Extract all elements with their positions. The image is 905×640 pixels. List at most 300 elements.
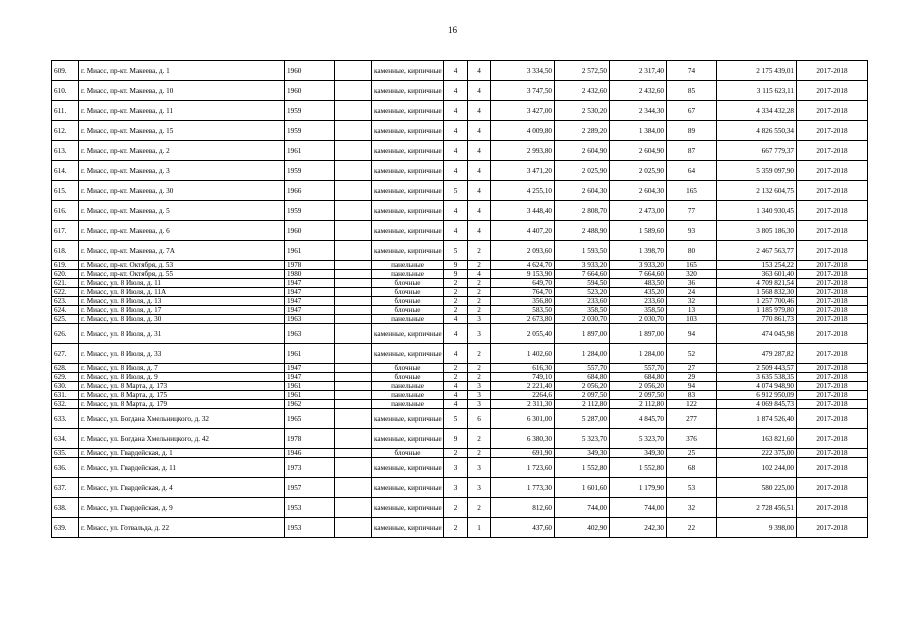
repair-period-cell: 2017-2018 <box>797 181 868 201</box>
wall-material-cell: панельные <box>372 315 444 324</box>
floors-cell: 4 <box>444 121 468 141</box>
wall-material-cell: каменные, кирпичные <box>372 101 444 121</box>
table-row <box>52 261 868 270</box>
total-area-cell: 2 093,60 <box>491 241 555 261</box>
table-row <box>52 141 868 161</box>
residents-cell: 64 <box>667 161 717 181</box>
total-area-cell: 4 009,80 <box>491 121 555 141</box>
address-cell: г. Миасс, пр-кт. Макеева, д. 6 <box>79 221 285 241</box>
repair-period-cell: 2017-2018 <box>797 449 868 458</box>
residents-cell: 89 <box>667 121 717 141</box>
repair-cost-cell: 2 467 563,77 <box>717 241 797 261</box>
empty-cell <box>335 288 372 297</box>
premises-area-cell: 1 398,70 <box>610 241 667 261</box>
empty-cell <box>335 270 372 279</box>
total-area-cell: 1 773,30 <box>491 478 555 498</box>
residents-cell: 24 <box>667 288 717 297</box>
repair-cost-cell: 580 225,00 <box>717 478 797 498</box>
table-row <box>52 221 868 241</box>
empty-cell <box>335 478 372 498</box>
year-built-cell: 1961 <box>285 391 335 400</box>
residents-cell: 93 <box>667 221 717 241</box>
row-number-cell: 623. <box>52 297 79 306</box>
wall-material-cell: каменные, кирпичные <box>372 221 444 241</box>
address-cell: г. Миасс, ул. 8 Июля, д. 9 <box>79 373 285 382</box>
floors-cell: 5 <box>444 241 468 261</box>
entrances-cell: 4 <box>468 61 491 81</box>
wall-material-cell: панельные <box>372 270 444 279</box>
repair-cost-cell: 102 244,00 <box>717 458 797 478</box>
repair-period-cell: 2017-2018 <box>797 101 868 121</box>
repair-cost-cell: 4 826 550,34 <box>717 121 797 141</box>
row-number-cell: 630. <box>52 382 79 391</box>
table-row <box>52 270 868 279</box>
address-cell: г. Миасс, ул. 8 Июля, д. 31 <box>79 324 285 344</box>
residents-cell: 52 <box>667 344 717 364</box>
premises-area-cell: 1 179,90 <box>610 478 667 498</box>
premises-area-cell: 2 473,00 <box>610 201 667 221</box>
row-number-cell: 635. <box>52 449 79 458</box>
table-row <box>52 297 868 306</box>
year-built-cell: 1973 <box>285 458 335 478</box>
table-row <box>52 81 868 101</box>
row-number-cell: 634. <box>52 429 79 449</box>
address-cell: г. Миасс, ул. Богдана Хмельницкого, д. 32 <box>79 409 285 429</box>
living-area-cell: 7 664,60 <box>555 270 610 279</box>
housing-registry-table <box>51 60 868 538</box>
premises-area-cell: 1 384,00 <box>610 121 667 141</box>
floors-cell: 4 <box>444 161 468 181</box>
wall-material-cell: каменные, кирпичные <box>372 518 444 538</box>
year-built-cell: 1947 <box>285 288 335 297</box>
wall-material-cell: каменные, кирпичные <box>372 498 444 518</box>
address-cell: г. Миасс, ул. Гвардейская, д. 9 <box>79 498 285 518</box>
entrances-cell: 2 <box>468 364 491 373</box>
residents-cell: 80 <box>667 241 717 261</box>
empty-cell <box>335 81 372 101</box>
row-number-cell: 631. <box>52 391 79 400</box>
row-number-cell: 617. <box>52 221 79 241</box>
empty-cell <box>335 161 372 181</box>
entrances-cell: 3 <box>468 400 491 409</box>
residents-cell: 32 <box>667 498 717 518</box>
year-built-cell: 1963 <box>285 324 335 344</box>
year-built-cell: 1961 <box>285 241 335 261</box>
table-row <box>52 181 868 201</box>
repair-period-cell: 2017-2018 <box>797 61 868 81</box>
row-number-cell: 619. <box>52 261 79 270</box>
address-cell: г. Миасс, пр-кт. Октября, д. 55 <box>79 270 285 279</box>
total-area-cell: 437,60 <box>491 518 555 538</box>
living-area-cell: 2 488,90 <box>555 221 610 241</box>
wall-material-cell: каменные, кирпичные <box>372 141 444 161</box>
floors-cell: 2 <box>444 449 468 458</box>
address-cell: г. Миасс, ул. 8 Июля, д. 7 <box>79 364 285 373</box>
residents-cell: 83 <box>667 391 717 400</box>
living-area-cell: 349,30 <box>555 449 610 458</box>
living-area-cell: 2 097,50 <box>555 391 610 400</box>
total-area-cell: 3 448,40 <box>491 201 555 221</box>
total-area-cell: 3 471,20 <box>491 161 555 181</box>
row-number-cell: 637. <box>52 478 79 498</box>
total-area-cell: 2 673,80 <box>491 315 555 324</box>
year-built-cell: 1953 <box>285 498 335 518</box>
address-cell: г. Миасс, пр-кт. Макеева, д. 30 <box>79 181 285 201</box>
living-area-cell: 2 030,70 <box>555 315 610 324</box>
living-area-cell: 1 601,60 <box>555 478 610 498</box>
total-area-cell: 356,80 <box>491 297 555 306</box>
empty-cell <box>335 409 372 429</box>
address-cell: г. Миасс, ул. 8 Июля, д. 13 <box>79 297 285 306</box>
floors-cell: 4 <box>444 221 468 241</box>
empty-cell <box>335 306 372 315</box>
total-area-cell: 3 427,00 <box>491 101 555 121</box>
entrances-cell: 2 <box>468 429 491 449</box>
premises-area-cell: 4 845,70 <box>610 409 667 429</box>
premises-area-cell: 358,50 <box>610 306 667 315</box>
row-number-cell: 625. <box>52 315 79 324</box>
table-row <box>52 279 868 288</box>
entrances-cell: 4 <box>468 101 491 121</box>
wall-material-cell: каменные, кирпичные <box>372 429 444 449</box>
premises-area-cell: 483,50 <box>610 279 667 288</box>
row-number-cell: 628. <box>52 364 79 373</box>
row-number-cell: 638. <box>52 498 79 518</box>
table-row <box>52 101 868 121</box>
living-area-cell: 1 593,50 <box>555 241 610 261</box>
entrances-cell: 4 <box>468 181 491 201</box>
floors-cell: 4 <box>444 382 468 391</box>
residents-cell: 32 <box>667 297 717 306</box>
row-number-cell: 620. <box>52 270 79 279</box>
floors-cell: 4 <box>444 315 468 324</box>
premises-area-cell: 2 097,50 <box>610 391 667 400</box>
year-built-cell: 1961 <box>285 344 335 364</box>
floors-cell: 5 <box>444 409 468 429</box>
total-area-cell: 2 311,30 <box>491 400 555 409</box>
repair-cost-cell: 222 375,00 <box>717 449 797 458</box>
repair-cost-cell: 363 601,40 <box>717 270 797 279</box>
wall-material-cell: каменные, кирпичные <box>372 121 444 141</box>
address-cell: г. Миасс, пр-кт. Макеева, д. 3 <box>79 161 285 181</box>
floors-cell: 4 <box>444 201 468 221</box>
repair-period-cell: 2017-2018 <box>797 270 868 279</box>
wall-material-cell: блочные <box>372 288 444 297</box>
entrances-cell: 4 <box>468 161 491 181</box>
wall-material-cell: каменные, кирпичные <box>372 409 444 429</box>
table-row <box>52 201 868 221</box>
empty-cell <box>335 449 372 458</box>
living-area-cell: 2 056,20 <box>555 382 610 391</box>
row-number-cell: 613. <box>52 141 79 161</box>
wall-material-cell: панельные <box>372 382 444 391</box>
living-area-cell: 684,80 <box>555 373 610 382</box>
page-number: 16 <box>448 25 457 35</box>
premises-area-cell: 684,80 <box>610 373 667 382</box>
premises-area-cell: 349,30 <box>610 449 667 458</box>
row-number-cell: 629. <box>52 373 79 382</box>
repair-period-cell: 2017-2018 <box>797 261 868 270</box>
total-area-cell: 6 301,00 <box>491 409 555 429</box>
living-area-cell: 5 287,00 <box>555 409 610 429</box>
empty-cell <box>335 121 372 141</box>
empty-cell <box>335 101 372 121</box>
repair-period-cell: 2017-2018 <box>797 141 868 161</box>
total-area-cell: 6 380,30 <box>491 429 555 449</box>
repair-cost-cell: 474 045,98 <box>717 324 797 344</box>
entrances-cell: 2 <box>468 288 491 297</box>
repair-cost-cell: 479 287,82 <box>717 344 797 364</box>
table-row <box>52 324 868 344</box>
entrances-cell: 1 <box>468 518 491 538</box>
year-built-cell: 1965 <box>285 409 335 429</box>
entrances-cell: 4 <box>468 121 491 141</box>
repair-period-cell: 2017-2018 <box>797 221 868 241</box>
repair-cost-cell: 2 509 443,57 <box>717 364 797 373</box>
wall-material-cell: блочные <box>372 306 444 315</box>
total-area-cell: 4 255,10 <box>491 181 555 201</box>
repair-cost-cell: 1 874 526,40 <box>717 409 797 429</box>
address-cell: г. Миасс, ул. 8 Марта, д. 175 <box>79 391 285 400</box>
address-cell: г. Миасс, ул. 8 Июля, д. 11А <box>79 288 285 297</box>
entrances-cell: 2 <box>468 297 491 306</box>
year-built-cell: 1947 <box>285 373 335 382</box>
repair-period-cell: 2017-2018 <box>797 364 868 373</box>
floors-cell: 5 <box>444 181 468 201</box>
total-area-cell: 1 402,60 <box>491 344 555 364</box>
floors-cell: 2 <box>444 297 468 306</box>
year-built-cell: 1957 <box>285 478 335 498</box>
entrances-cell: 3 <box>468 324 491 344</box>
row-number-cell: 612. <box>52 121 79 141</box>
address-cell: г. Миасс, пр-кт. Макеева, д. 11 <box>79 101 285 121</box>
year-built-cell: 1947 <box>285 306 335 315</box>
premises-area-cell: 557,70 <box>610 364 667 373</box>
total-area-cell: 9 153,90 <box>491 270 555 279</box>
living-area-cell: 523,20 <box>555 288 610 297</box>
repair-cost-cell: 3 635 538,35 <box>717 373 797 382</box>
living-area-cell: 2 604,30 <box>555 181 610 201</box>
address-cell: г. Миасс, ул. Богдана Хмельницкого, д. 42 <box>79 429 285 449</box>
repair-period-cell: 2017-2018 <box>797 121 868 141</box>
repair-cost-cell: 4 069 845,73 <box>717 400 797 409</box>
row-number-cell: 636. <box>52 458 79 478</box>
row-number-cell: 614. <box>52 161 79 181</box>
address-cell: г. Миасс, ул. 8 Июля, д. 30 <box>79 315 285 324</box>
repair-cost-cell: 5 359 097,90 <box>717 161 797 181</box>
row-number-cell: 622. <box>52 288 79 297</box>
year-built-cell: 1959 <box>285 201 335 221</box>
entrances-cell: 4 <box>468 141 491 161</box>
residents-cell: 94 <box>667 324 717 344</box>
wall-material-cell: каменные, кирпичные <box>372 344 444 364</box>
living-area-cell: 2 808,70 <box>555 201 610 221</box>
premises-area-cell: 2 604,90 <box>610 141 667 161</box>
empty-cell <box>335 61 372 81</box>
table-row <box>52 391 868 400</box>
year-built-cell: 1980 <box>285 270 335 279</box>
repair-cost-cell: 667 779,37 <box>717 141 797 161</box>
living-area-cell: 1 897,00 <box>555 324 610 344</box>
living-area-cell: 3 933,20 <box>555 261 610 270</box>
total-area-cell: 3 334,50 <box>491 61 555 81</box>
repair-cost-cell: 3 115 623,11 <box>717 81 797 101</box>
wall-material-cell: каменные, кирпичные <box>372 478 444 498</box>
repair-period-cell: 2017-2018 <box>797 478 868 498</box>
empty-cell <box>335 201 372 221</box>
residents-cell: 68 <box>667 458 717 478</box>
residents-cell: 376 <box>667 429 717 449</box>
floors-cell: 2 <box>444 498 468 518</box>
wall-material-cell: каменные, кирпичные <box>372 241 444 261</box>
repair-period-cell: 2017-2018 <box>797 391 868 400</box>
address-cell: г. Миасс, пр-кт. Макеева, д. 15 <box>79 121 285 141</box>
row-number-cell: 621. <box>52 279 79 288</box>
empty-cell <box>335 382 372 391</box>
table-row <box>52 498 868 518</box>
table-row <box>52 161 868 181</box>
table-row <box>52 315 868 324</box>
premises-area-cell: 1 284,00 <box>610 344 667 364</box>
premises-area-cell: 744,00 <box>610 498 667 518</box>
table-row <box>52 306 868 315</box>
residents-cell: 53 <box>667 478 717 498</box>
entrances-cell: 3 <box>468 478 491 498</box>
address-cell: г. Миасс, пр-кт. Макеева, д. 5 <box>79 201 285 221</box>
residents-cell: 22 <box>667 518 717 538</box>
floors-cell: 4 <box>444 141 468 161</box>
year-built-cell: 1963 <box>285 315 335 324</box>
table-row <box>52 344 868 364</box>
total-area-cell: 812,60 <box>491 498 555 518</box>
total-area-cell: 583,50 <box>491 306 555 315</box>
entrances-cell: 2 <box>468 306 491 315</box>
floors-cell: 4 <box>444 101 468 121</box>
total-area-cell: 691,90 <box>491 449 555 458</box>
year-built-cell: 1947 <box>285 297 335 306</box>
premises-area-cell: 233,60 <box>610 297 667 306</box>
total-area-cell: 3 747,50 <box>491 81 555 101</box>
entrances-cell: 3 <box>468 315 491 324</box>
year-built-cell: 1978 <box>285 429 335 449</box>
living-area-cell: 1 552,80 <box>555 458 610 478</box>
table-row <box>52 478 868 498</box>
table-row <box>52 518 868 538</box>
year-built-cell: 1953 <box>285 518 335 538</box>
table-row <box>52 373 868 382</box>
repair-cost-cell: 1 185 979,80 <box>717 306 797 315</box>
table-row <box>52 429 868 449</box>
wall-material-cell: панельные <box>372 400 444 409</box>
entrances-cell: 2 <box>468 241 491 261</box>
repair-cost-cell: 153 254,22 <box>717 261 797 270</box>
repair-period-cell: 2017-2018 <box>797 288 868 297</box>
wall-material-cell: панельные <box>372 391 444 400</box>
floors-cell: 3 <box>444 478 468 498</box>
living-area-cell: 744,00 <box>555 498 610 518</box>
entrances-cell: 2 <box>468 373 491 382</box>
repair-cost-cell: 9 398,00 <box>717 518 797 538</box>
address-cell: г. Миасс, пр-кт. Макеева, д. 7А <box>79 241 285 261</box>
premises-area-cell: 1 897,00 <box>610 324 667 344</box>
residents-cell: 36 <box>667 279 717 288</box>
empty-cell <box>335 458 372 478</box>
address-cell: г. Миасс, ул. 8 Марта, д. 173 <box>79 382 285 391</box>
table-row <box>52 364 868 373</box>
residents-cell: 29 <box>667 373 717 382</box>
premises-area-cell: 7 664,60 <box>610 270 667 279</box>
residents-cell: 74 <box>667 61 717 81</box>
wall-material-cell: блочные <box>372 364 444 373</box>
floors-cell: 4 <box>444 391 468 400</box>
year-built-cell: 1962 <box>285 400 335 409</box>
total-area-cell: 2 055,40 <box>491 324 555 344</box>
table-row <box>52 288 868 297</box>
wall-material-cell: каменные, кирпичные <box>372 458 444 478</box>
residents-cell: 67 <box>667 101 717 121</box>
premises-area-cell: 1 589,60 <box>610 221 667 241</box>
premises-area-cell: 2 317,40 <box>610 61 667 81</box>
floors-cell: 2 <box>444 279 468 288</box>
entrances-cell: 4 <box>468 201 491 221</box>
wall-material-cell: каменные, кирпичные <box>372 61 444 81</box>
table-row <box>52 400 868 409</box>
address-cell: г. Миасс, пр-кт. Макеева, д. 1 <box>79 61 285 81</box>
total-area-cell: 1 723,60 <box>491 458 555 478</box>
entrances-cell: 2 <box>468 449 491 458</box>
floors-cell: 4 <box>444 324 468 344</box>
premises-area-cell: 2 030,70 <box>610 315 667 324</box>
wall-material-cell: каменные, кирпичные <box>372 81 444 101</box>
repair-period-cell: 2017-2018 <box>797 279 868 288</box>
residents-cell: 77 <box>667 201 717 221</box>
repair-cost-cell: 163 821,60 <box>717 429 797 449</box>
wall-material-cell: каменные, кирпичные <box>372 181 444 201</box>
empty-cell <box>335 364 372 373</box>
table-row <box>52 409 868 429</box>
address-cell: г. Миасс, ул. Готвальда, д. 22 <box>79 518 285 538</box>
address-cell: г. Миасс, ул. Гвардейская, д. 4 <box>79 478 285 498</box>
year-built-cell: 1960 <box>285 81 335 101</box>
table-row <box>52 241 868 261</box>
living-area-cell: 1 284,00 <box>555 344 610 364</box>
row-number-cell: 610. <box>52 81 79 101</box>
repair-cost-cell: 2 728 456,51 <box>717 498 797 518</box>
total-area-cell: 4 624,70 <box>491 261 555 270</box>
wall-material-cell: каменные, кирпичные <box>372 201 444 221</box>
entrances-cell: 4 <box>468 81 491 101</box>
repair-cost-cell: 1 340 930,45 <box>717 201 797 221</box>
total-area-cell: 649,70 <box>491 279 555 288</box>
premises-area-cell: 242,30 <box>610 518 667 538</box>
entrances-cell: 3 <box>468 382 491 391</box>
residents-cell: 277 <box>667 409 717 429</box>
year-built-cell: 1960 <box>285 61 335 81</box>
year-built-cell: 1947 <box>285 364 335 373</box>
living-area-cell: 2 432,60 <box>555 81 610 101</box>
table-row <box>52 61 868 81</box>
address-cell: г. Миасс, ул. 8 Июля, д. 17 <box>79 306 285 315</box>
repair-cost-cell: 3 805 186,30 <box>717 221 797 241</box>
residents-cell: 165 <box>667 261 717 270</box>
residents-cell: 165 <box>667 181 717 201</box>
empty-cell <box>335 498 372 518</box>
repair-cost-cell: 770 861,73 <box>717 315 797 324</box>
repair-period-cell: 2017-2018 <box>797 161 868 181</box>
floors-cell: 9 <box>444 270 468 279</box>
row-number-cell: 615. <box>52 181 79 201</box>
year-built-cell: 1960 <box>285 221 335 241</box>
